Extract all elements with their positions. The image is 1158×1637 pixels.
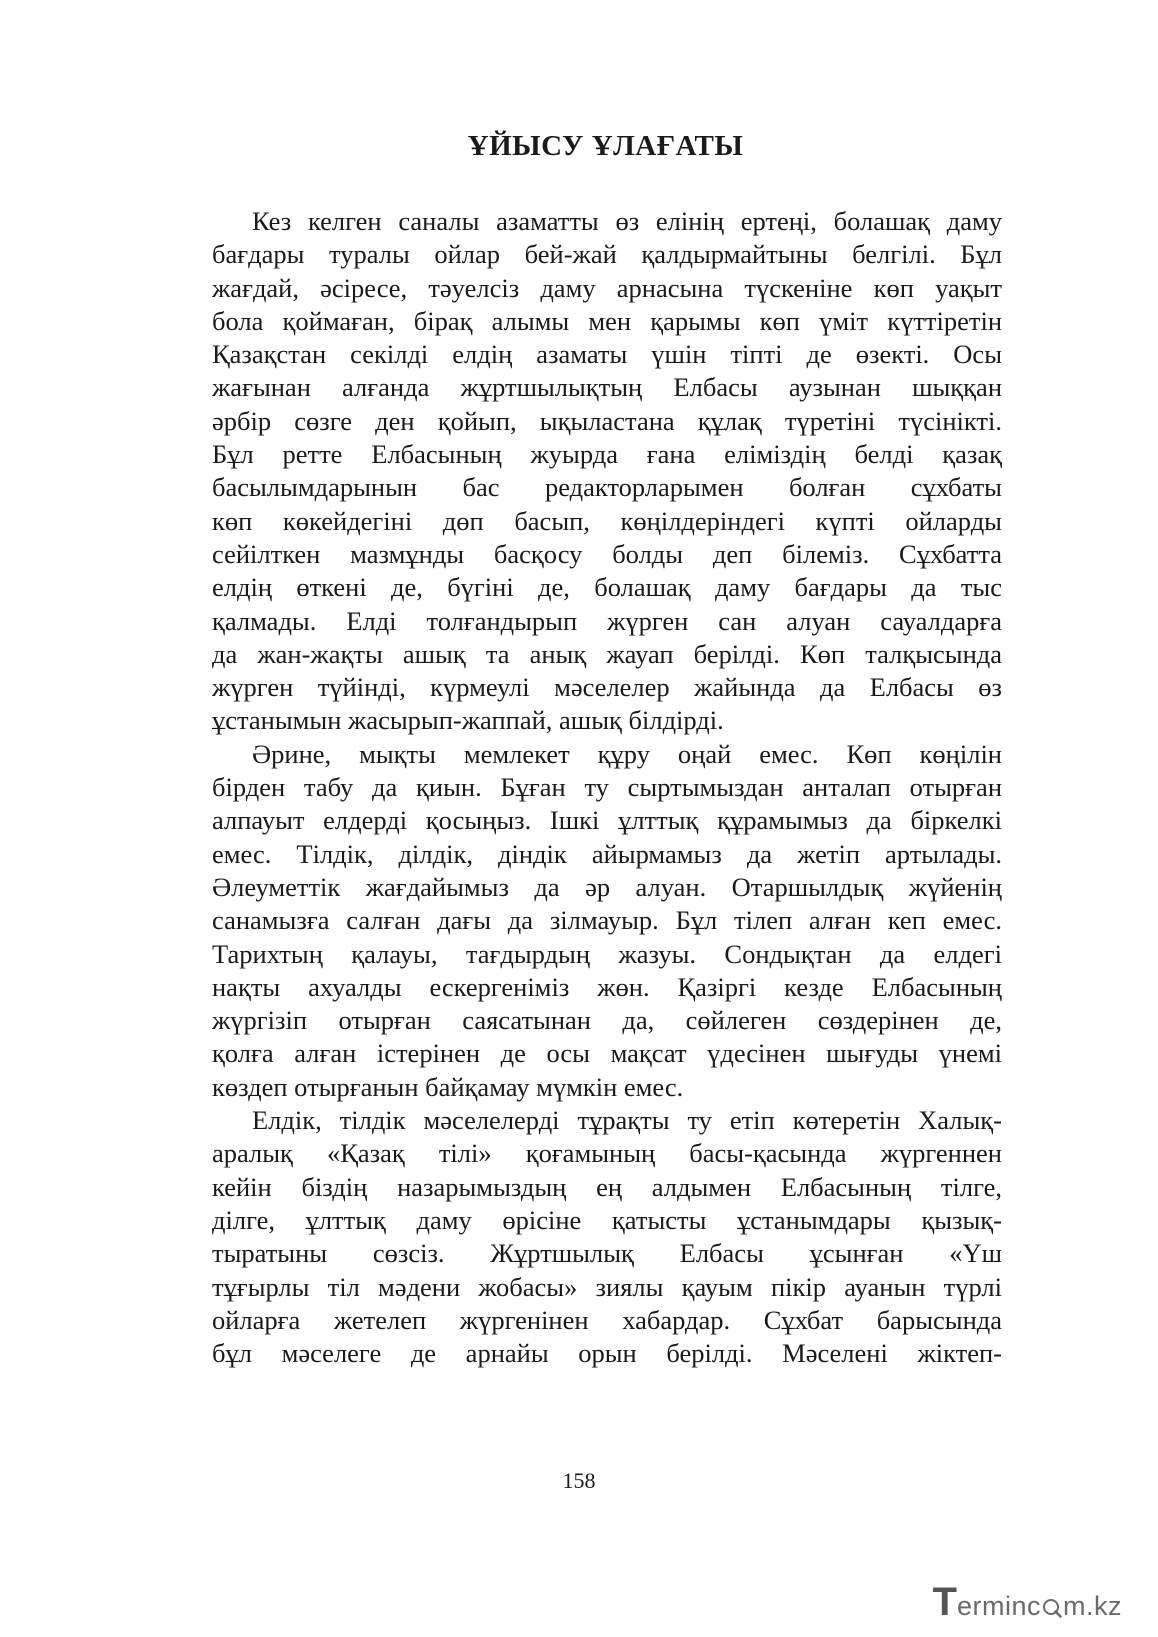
text-line: Әрине, мықты мемлекет құру оңай емес. Көп көңілін xyxy=(252,738,1002,769)
text-line: Кез келген саналы азаматты өз елінің ертеңі, болашақ даму xyxy=(252,206,1002,236)
text-line: ойларға жетелеп жүргенінен хабардар. Сұхбат барысында xyxy=(212,1304,1002,1335)
text-line: басылымдарынын бас редакторларымен болған сұхбаты xyxy=(212,472,1002,503)
text-line: көздеп отырғанын байқамау мүмкін емес. xyxy=(212,1071,684,1102)
text-line: қолға алған істерінен де осы мақсат үдесінен шығуды үнемі xyxy=(212,1038,1002,1069)
page-title: ҰЙЫСУ ҰЛАҒАТЫ xyxy=(467,130,744,162)
text-line: бағдары туралы ойлар бей-жай қалдырмайтыны белгілі. Бұл xyxy=(212,239,1002,270)
body-text xyxy=(212,205,1002,1370)
magnifier-icon xyxy=(1042,1598,1062,1618)
text-line: аралық «Қазақ тілі» қоғамының басы-қасында жүргеннен xyxy=(212,1138,1002,1169)
text-line: Тарихтың қалауы, тағдырдың жазуы. Сондықтан да елдегі xyxy=(212,938,1002,969)
text-line: Әлеуметтік жағдайымыз да әр алуан. Отаршылдық жүйенің xyxy=(212,871,1002,902)
text-line: санамызға салған дағы да зілмауыр. Бұл тілеп алған кеп емес. xyxy=(212,905,1002,936)
text-line: тұғырлы тіл мәдени жобасы» зиялы қауым пікір ауанын түрлі xyxy=(212,1271,1002,1302)
watermark-domain: m.kz xyxy=(1063,1591,1122,1621)
paragraph-2 xyxy=(212,738,1002,1104)
text-line: алпауыт елдерді қосыңыз. Ішкі ұлттық құрамымыз да біркелкі xyxy=(212,805,1002,836)
paragraph-1 xyxy=(212,205,1002,738)
watermark-text-part: erminc xyxy=(956,1591,1041,1621)
text-line: жүргізіп отырған саясатынан да, сөйлеген сөздерінен де, xyxy=(212,1005,1002,1036)
text-line: кейін біздің назарымыздың ең алдымен Елбасының тілге, xyxy=(212,1171,1002,1202)
text-line: сейілткен мазмұнды басқосу болды деп білеміз. Сұхбатта xyxy=(212,538,1002,569)
text-line: Елдік, тілдік мәселелерді тұрақты ту етіп көтеретін Халық- xyxy=(252,1105,1002,1136)
text-line: тыратыны сөзсіз. Жұртшылық Елбасы ұсынған «Үш xyxy=(212,1238,1002,1269)
text-line: ұстанымын жасырып-жаппай, ашық білдірді. xyxy=(212,705,724,736)
watermark-logo xyxy=(933,1578,1122,1622)
text-line: Қазақстан секілді елдің азаматы үшін тіпті де өзекті. Осы xyxy=(212,339,1002,370)
text-line: қалмады. Елді толғандырып жүрген сан алуан сауалдарға xyxy=(212,605,1002,636)
text-line: жағдай, әсіресе, тәуелсіз даму арнасына түскеніне көп уақыт xyxy=(212,272,1002,303)
text-line: Бұл ретте Елбасының жуырда ғана еліміздің белді қазақ xyxy=(212,439,1002,470)
text-line: бұл мәселеге де арнайы орын берілді. Мәселені жіктеп- xyxy=(212,1338,1002,1369)
text-line: елдің өткені де, бүгіні де, болашақ даму бағдары да тыс xyxy=(212,572,1002,603)
text-line: жүрген түйінді, күрмеулі мәселелер жайында да Елбасы өз xyxy=(212,672,1002,703)
text-line: ділге, ұлттық даму өрісіне қатысты ұстанымдары қызық- xyxy=(212,1204,1002,1235)
text-line: емес. Тілдік, ділдік, діндік айырмамыз да жетіп артылады. xyxy=(212,838,1002,869)
text-line: жағынан алғанда жұртшылықтың Елбасы аузынан шыққан xyxy=(212,372,1002,403)
watermark-letter-t: T xyxy=(932,1580,957,1624)
text-line: бола қоймаған, бірақ алымы мен қарымы көп үміт күттіретін xyxy=(212,305,1002,336)
text-line: бірден табу да қиын. Бұған ту сыртымыздан анталап отырған xyxy=(212,772,1002,803)
text-line: нақты ахуалды ескергеніміз жөн. Қазіргі кезде Елбасының xyxy=(212,971,1002,1002)
text-line: да жан-жақты ашық та анық жауап берілді. Көп талқысында xyxy=(212,638,1002,669)
text-line: көп көкейдегіні дөп басып, көңілдеріндегі күпті ойларды xyxy=(212,505,1002,536)
text-line: әрбір сөзге ден қойып, ықыластана құлақ түретіні түсінікті. xyxy=(212,405,1002,436)
paragraph-3 xyxy=(212,1104,1002,1370)
page-number: 158 xyxy=(562,1468,596,1493)
